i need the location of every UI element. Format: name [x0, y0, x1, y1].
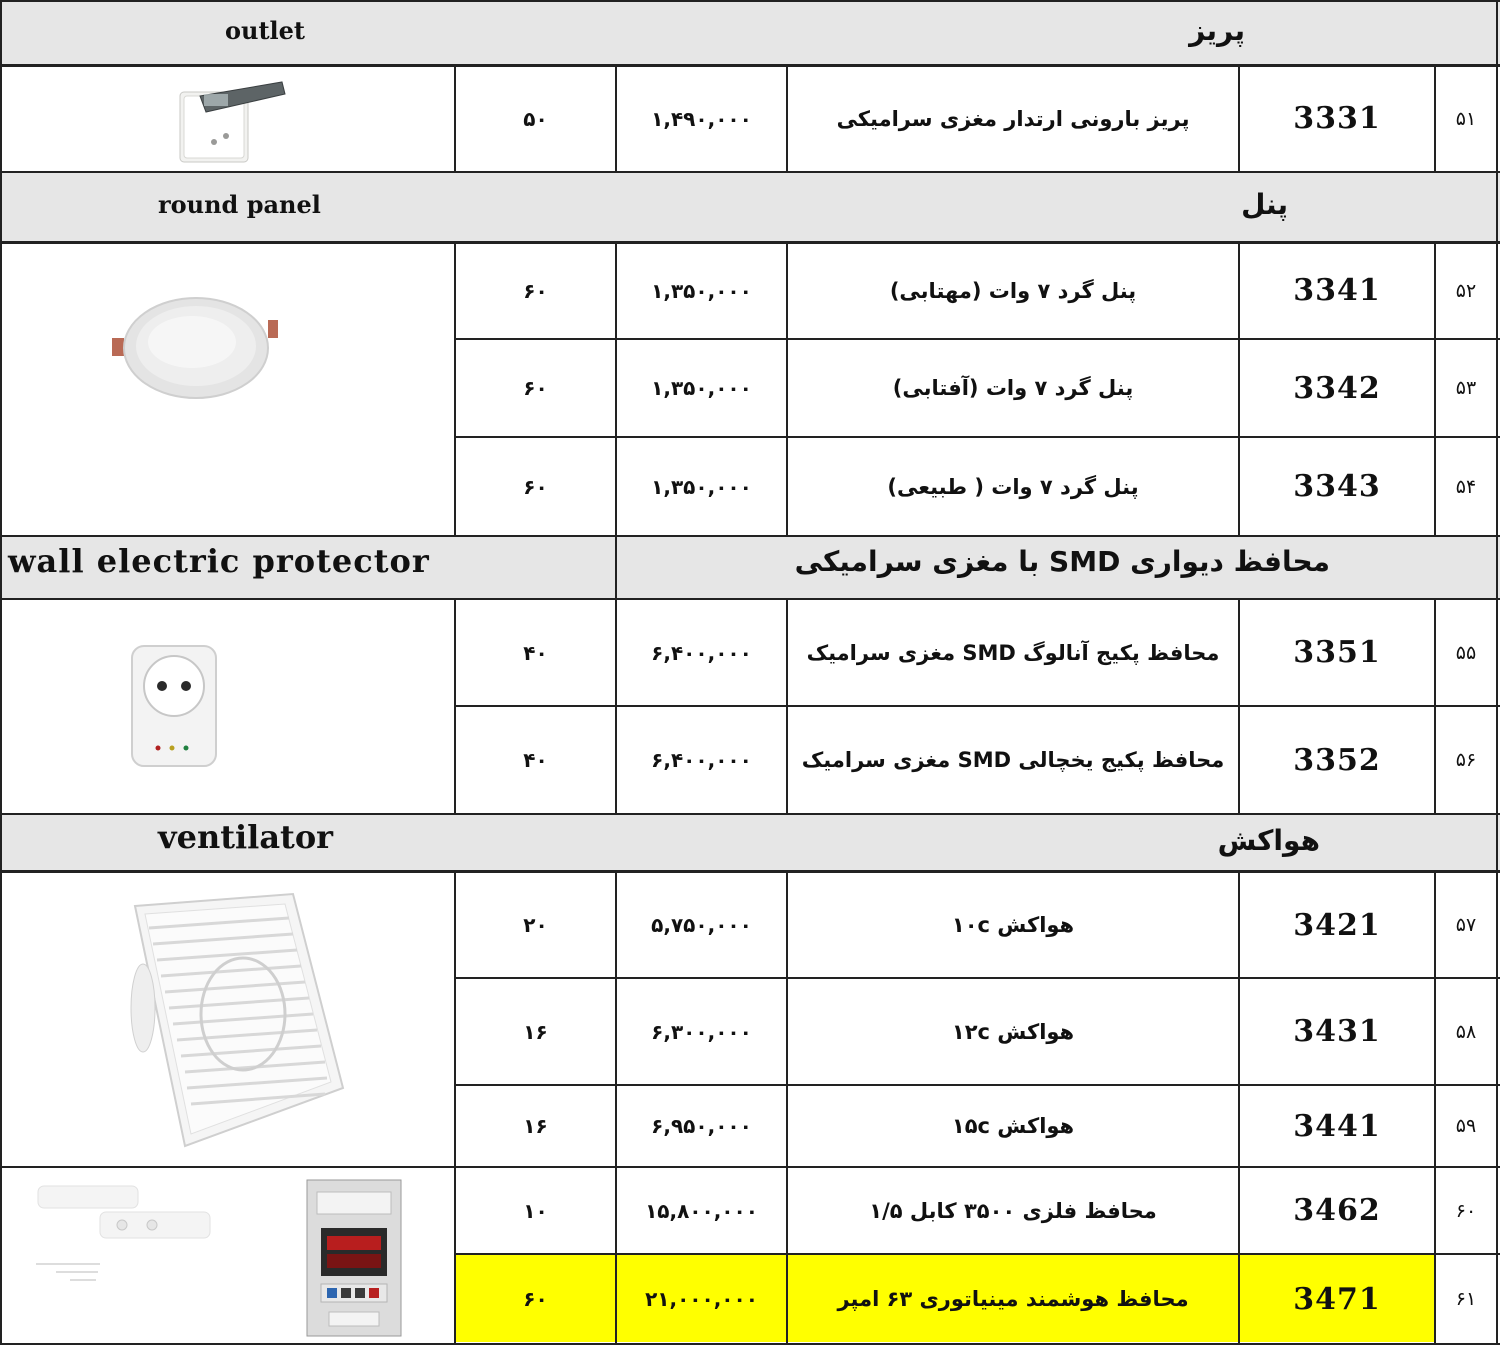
row-number: ۶۰ [1455, 1199, 1477, 1222]
product-price: ۱۵,۸۰۰,۰۰۰ [645, 1198, 758, 1223]
product-quantity: ۴۰ [523, 748, 548, 772]
smart-protector-product-image [305, 1178, 403, 1338]
product-description: پنل گرد ۷ وات ( طبیعی) [887, 474, 1139, 499]
ventilator-product-image [125, 888, 350, 1150]
section-title-fan-fa: هواکش [1217, 824, 1320, 857]
product-description: هواکش ۱۰c [951, 913, 1075, 937]
product-quantity: ۵۰ [523, 106, 548, 131]
product-description: محافظ هوشمند مینیاتوری ۶۳ امپر [837, 1287, 1189, 1311]
product-price: ۱,۳۵۰,۰۰۰ [651, 278, 752, 303]
product-quantity: ۲۰ [523, 913, 548, 937]
row-number: ۶۱ [1455, 1288, 1477, 1310]
wall-protector-product-image [128, 642, 220, 770]
product-code: 3431 [1293, 1014, 1381, 1049]
product-code: 3421 [1293, 907, 1381, 943]
metal-protector-product-image [30, 1180, 220, 1290]
product-price: ۶,۴۰۰,۰۰۰ [651, 748, 752, 772]
product-code: 3341 [1293, 273, 1381, 308]
row-number: ۵۲ [1455, 279, 1477, 302]
product-quantity: ۱۶ [523, 1114, 548, 1138]
section-title-protector-fa: محافظ دیواری SMD با مغزی سرامیکی [794, 545, 1330, 578]
product-quantity: ۱۰ [523, 1198, 548, 1223]
product-code: 3342 [1293, 370, 1381, 406]
product-price: ۱,۳۵۰,۰۰۰ [651, 376, 752, 400]
section-title-outlet-en: outlet [225, 16, 306, 45]
row-number: ۵۶ [1455, 749, 1477, 771]
product-code: 3351 [1293, 635, 1381, 670]
product-quantity: ۴۰ [523, 640, 548, 665]
row-number: ۵۳ [1455, 377, 1477, 399]
section-title-panel-en: round panel [158, 190, 321, 219]
outlet-product-image [170, 76, 290, 168]
row-number: ۵۱ [1455, 107, 1477, 130]
product-quantity: ۱۶ [523, 1019, 548, 1044]
product-description: محافظ پکیج آنالوگ SMD مغزی سرامیک [806, 640, 1220, 665]
section-title-protector-en: wall electric protector [8, 542, 430, 580]
product-code: 3471 [1293, 1281, 1381, 1317]
product-code: 3441 [1293, 1108, 1381, 1144]
product-description: محافظ فلزی ۳۵۰۰ کابل ۱/۵ [869, 1198, 1157, 1223]
product-code: 3352 [1293, 742, 1381, 778]
section-title-panel-fa: پنل [1241, 188, 1288, 221]
row-number: ۵۹ [1455, 1115, 1477, 1137]
product-price: ۶,۳۰۰,۰۰۰ [651, 1019, 752, 1044]
round-panel-product-image [108, 292, 284, 404]
row-number: ۵۸ [1455, 1020, 1477, 1043]
row-number: ۵۴ [1455, 475, 1477, 498]
product-quantity: ۶۰ [523, 278, 548, 303]
product-price: ۶,۴۰۰,۰۰۰ [651, 640, 752, 665]
product-price: ۶,۹۵۰,۰۰۰ [651, 1114, 752, 1138]
product-price: ۱,۴۹۰,۰۰۰ [651, 106, 752, 131]
row-number: ۵۵ [1455, 641, 1477, 664]
product-description: پریز بارونی ارتدار مغزی سرامیکی [836, 106, 1190, 131]
section-title-fan-en: ventilator [158, 818, 334, 856]
row-number: ۵۷ [1455, 914, 1477, 936]
product-code: 3462 [1293, 1193, 1381, 1228]
product-description: محافظ پکیج یخچالی SMD مغزی سرامیک [801, 748, 1225, 772]
product-quantity: ۶۰ [523, 474, 548, 499]
product-quantity: ۶۰ [523, 1287, 548, 1311]
product-description: پنل گرد ۷ وات (آفتابی) [892, 376, 1134, 400]
product-price: ۱,۳۵۰,۰۰۰ [651, 474, 752, 499]
product-description: هواکش ۱۲c [951, 1019, 1075, 1044]
product-description: پنل گرد ۷ وات (مهتابی) [889, 278, 1137, 303]
product-price: ۵,۷۵۰,۰۰۰ [651, 913, 752, 937]
product-code: 3331 [1293, 101, 1381, 136]
product-code: 3343 [1293, 469, 1381, 504]
product-quantity: ۶۰ [523, 376, 548, 400]
product-price: ۲۱,۰۰۰,۰۰۰ [645, 1287, 758, 1311]
section-title-outlet-fa: پریز [1189, 14, 1245, 47]
product-description: هواکش ۱۵c [951, 1114, 1075, 1138]
